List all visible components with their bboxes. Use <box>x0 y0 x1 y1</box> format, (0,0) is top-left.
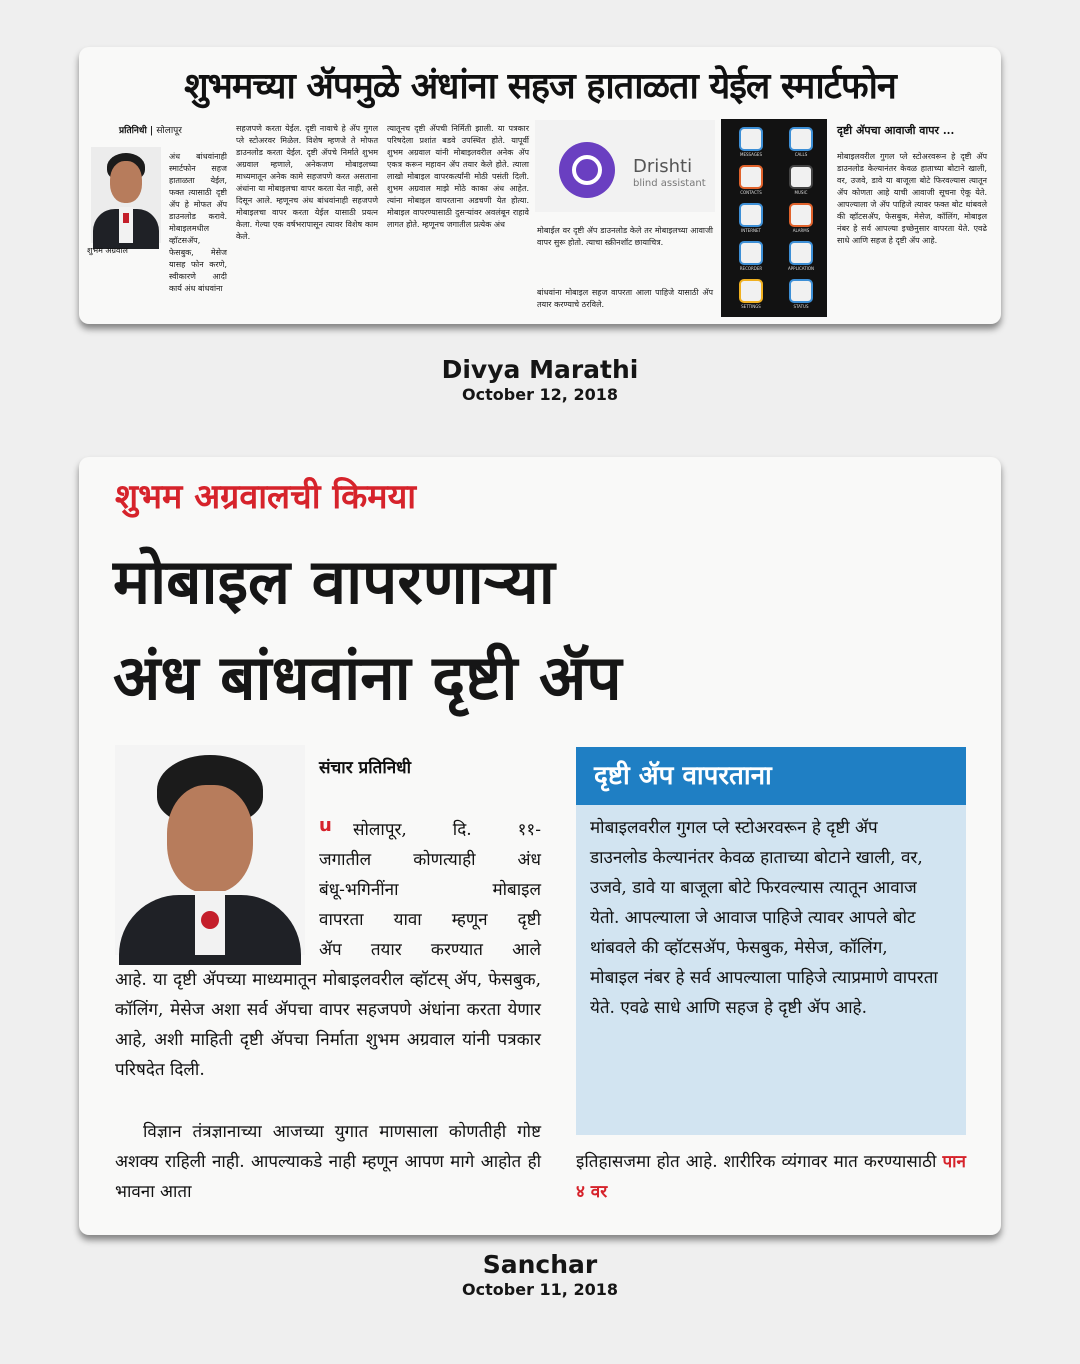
byline-label: प्रतिनिधी <box>119 126 147 136</box>
phone-app-label: INTERNET <box>741 228 761 233</box>
clip1-byline: प्रतिनिधी | सोलापूर <box>119 126 182 136</box>
phone-app-icon <box>739 241 763 265</box>
phone-app-label: MESSAGES <box>740 152 762 157</box>
clip2-continuation <box>576 1147 966 1207</box>
phone-app-icon <box>739 165 763 189</box>
newspaper-clipping-divya-marathi <box>79 47 1001 324</box>
phone-app-tile <box>779 201 823 237</box>
phone-app-tile <box>729 125 773 161</box>
lead-line: वापरता यावा म्हणून दृष्टी <box>319 910 541 930</box>
lead-line: बंधू-भगिनींना मोबाइल <box>319 880 541 900</box>
caption-name: Sanchar <box>482 1250 598 1279</box>
phone-app-label: CONTACTS <box>740 190 762 195</box>
clip1-screenshot-caption: मोबाईल वर दृष्टी ॲप डाउनलोड केले तर मोबाइलच्या आवाजी वापर सुरू होतो. त्याचा स्क्रीनशॉट छायाचित्र. <box>537 226 713 247</box>
drishti-logo-name: Drishti <box>633 156 693 177</box>
lead-line: जगातील कोणत्याही अंध <box>319 850 541 870</box>
caption-date: October 12, 2018 <box>462 385 618 404</box>
phone-screenshot <box>721 119 827 317</box>
clip1-col3: त्यातूनच दृष्टी ॲपची निर्मिती झाली. या पत्रकार परिषदेला प्रशांत बडवे उपस्थित होते. यापूर्वी शुभम अग्रवाल यांनी मोबाइलवरील अनेक ॲप एकत्र करून महावन ॲप तयार केले होते. त्याला लाखो मोबाइल वापरकर्त्यांनी मोठी पसंती दिली. शुभम अग्रवाल माझे मोठे काका अंध आहेत. त्यांना मोबाइल वापरताना अडचणी येत होत्या. मोबाइल वापरण्यासाठी दुसऱ्यांवर अवलंबून राहावे लागत होते. म्हणूनच जगातील प्रत्येक अंध <box>387 124 529 229</box>
clip2-paragraph-1: आहे. या दृष्टी ॲपच्या माध्यमातून मोबाइलवरील व्हॉटस् ॲप, फेसबुक, कॉलिंग, मेसेज अशा सर्व ॲपचा वापर सहजपणे अंधांना करता येणार आहे, अशी माहिती दृष्टी ॲपचा निर्माता शुभम अग्रवाल यांनी पत्रकार परिषदेत दिली. <box>115 970 541 1080</box>
phone-app-label: ALARMS <box>792 228 810 233</box>
caption-divya-marathi <box>0 355 1080 405</box>
byline-city: सोलापूर <box>156 126 182 136</box>
drishti-logo-icon <box>559 142 615 198</box>
clip2-lead-marker: u <box>319 815 332 836</box>
phone-app-icon <box>789 279 813 303</box>
phone-app-label: MUSIC <box>794 190 808 195</box>
phone-app-tile <box>729 201 773 237</box>
info-box <box>576 747 966 1135</box>
caption-sanchar <box>0 1250 1080 1300</box>
phone-app-icon <box>739 203 763 227</box>
clip2-reporter-photo <box>115 745 305 955</box>
phone-app-icon <box>789 203 813 227</box>
clip1-sidebar-text: मोबाइलवरील गुगल प्ले स्टोअरवरून हे दृष्टी ॲप डाउनलोड केल्यानंतर केवळ हाताच्या बोटाने खाली, वर, उजवे, डावे या बाजूला बोटे फिरवल्यास त्यातून ॲप कोणता आहे याची आवाजी सूचना ऐकू येते. आपल्याला जे ॲप पाहिजे त्यावर फक्त बोट थांबवले की व्हॉटसॲप, फेसबुक, मेसेज, कॉलिंग, मोबाइल नंबर हे सर्व आपल्या इच्छेनुसार वापरता येते. एवढे साधे आणि सहज हे दृष्टी ॲप आहे. <box>837 152 987 245</box>
phone-app-tile <box>729 277 773 313</box>
drishti-logo-sub: blind assistant <box>633 178 706 189</box>
jump-link: पान ४ वर <box>576 1152 966 1202</box>
newspaper-clipping-sanchar <box>79 457 1001 1235</box>
phone-app-icon <box>789 241 813 265</box>
phone-app-label: APPLICATION <box>788 266 814 271</box>
caption-name: Divya Marathi <box>441 355 639 384</box>
clip1-col1: अंध बांधवांनाही स्मार्टफोन सहज हाताळता येईल, फक्त त्यासाठी दृष्टी ॲप हे मोफत ॲप डाउनलोड करावे. मोबाइलमधील व्हॉटसॲप, फेसबुक, मेसेज यासह फोन करणे, स्वीकारणे आदी कार्य अंध बांधवांना <box>169 152 227 293</box>
phone-app-label: RECORDER <box>739 266 763 271</box>
phone-app-icon <box>739 127 763 151</box>
phone-app-tile <box>729 239 773 275</box>
phone-app-label: STATUS <box>793 304 809 309</box>
lead-line: सोलापूर, दि. ११- <box>353 820 541 840</box>
phone-app-label: SETTINGS <box>741 304 761 309</box>
clip1-sidebar-title: दृष्टी ॲपचा आवाजी वापर ... <box>837 124 955 137</box>
caption-date: October 11, 2018 <box>462 1280 618 1299</box>
clip2-headline-line2: अंध बांधवांना दृष्टी ॲप <box>113 641 622 714</box>
phone-app-icon <box>789 127 813 151</box>
continuation-text: इतिहासजमा होत आहे. शारीरिक व्यंगावर मात करण्यासाठी <box>576 1152 937 1172</box>
clip2-kicker: शुभम अग्रवालची किमया <box>115 477 417 517</box>
lead-line: ॲप तयार करण्यात आले <box>319 940 541 960</box>
clip1-headline: शुभमच्या ॲपमुळे अंधांना सहज हाताळता येईल स्मार्टफोन <box>184 66 896 107</box>
phone-app-tile <box>779 239 823 275</box>
phone-app-tile <box>779 125 823 161</box>
phone-app-label: CALLS <box>794 152 808 157</box>
clip1-col1-bottom <box>87 265 227 315</box>
clip2-paragraph-2: विज्ञान तंत्रज्ञानाच्या आजच्या युगात माणसाला कोणतीही गोष्ट अशक्य राहिली नाही. आपल्याकडे नाही म्हणून आपण मागे आहोत ही भावना आता <box>115 1122 541 1202</box>
clip1-reporter-photo <box>91 147 161 243</box>
clip1-col2: सहजपणे करता येईल. दृष्टी नावाचे हे ॲप गुगल प्ले स्टोअरवर मिळेल. विशेष म्हणजे ते मोफत डाउनलोड करता येईल. दृष्टी ॲपचे निर्माते शुभम अग्रवाल म्हणाले, अनेकजण मोबाइलच्या माध्यमातून अनेक कामे सहजपणे करत असताना अंधांना या मोबाइलचा वापर करता येत नाही, असे दिसून आले. म्हणूनच अंध बांधवांनाही सहजपणे मोबाइलचा वापर करता येईल यासाठी प्रयत्न केला. गेल्या एक वर्षभरापासून त्यावर विशेष काम केले. <box>236 124 378 241</box>
phone-app-icon <box>739 279 763 303</box>
clip1-col4-end: बांधवांना मोबाइल सहज वापरता आला पाहिजे यासाठी ॲप तयार करण्याचे ठरविले. <box>537 288 713 309</box>
phone-app-tile <box>729 163 773 199</box>
clip2-headline-line1: मोबाइल वापरणाऱ्या <box>113 545 555 618</box>
phone-app-tile <box>779 277 823 313</box>
clip1-photo-caption: शुभम अग्रवाल <box>87 246 128 255</box>
clip2-byline: संचार प्रतिनिधी <box>319 758 412 778</box>
phone-app-icon <box>789 165 813 189</box>
drishti-logo-panel <box>535 120 715 212</box>
info-box-title: दृष्टी ॲप वापरताना <box>576 747 966 805</box>
info-box-text: मोबाइलवरील गुगल प्ले स्टोअरवरून हे दृष्टी ॲप डाउनलोड केल्यानंतर केवळ हाताच्या बोटाने खाली, वर, उजवे, डावे या बाजूला बोटे फिरवल्यास त्यातून आवाज येतो. आपल्याला जे आवाज पाहिजे त्यावर आपले बोट थांबवले की व्हॉटसॲप, फेसबुक, मेसेज, कॉलिंग, मोबाइल नंबर हे सर्व आपल्याला पाहिजे त्याप्रमाणे वापरता येते. एवढे साधे आणि सहज हे दृष्टी ॲप आहे. <box>590 818 938 1018</box>
clip2-lead-paragraph <box>319 815 541 965</box>
phone-app-tile <box>779 163 823 199</box>
